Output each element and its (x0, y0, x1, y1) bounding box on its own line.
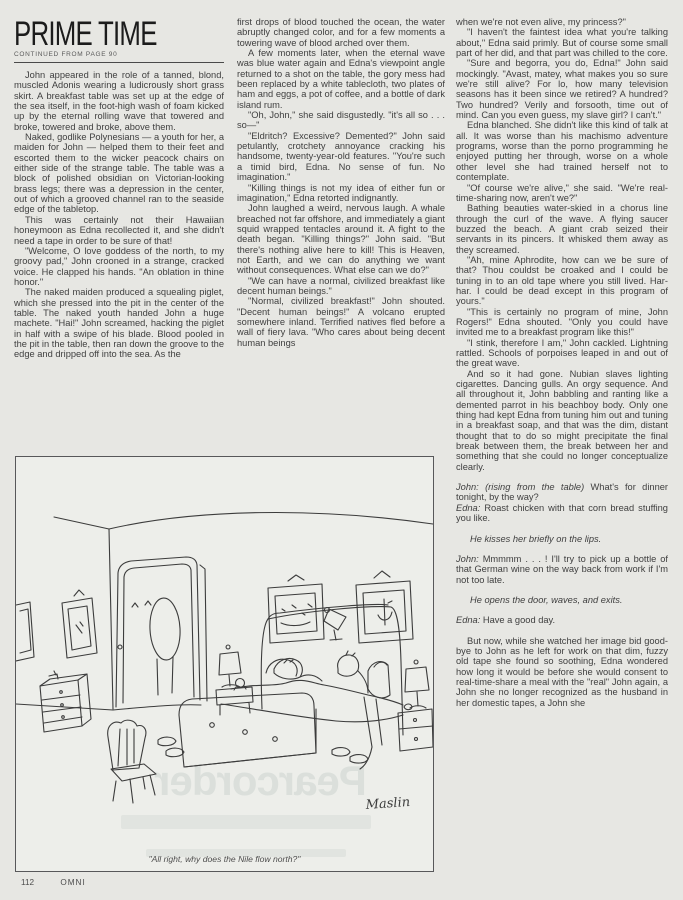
dialogue-line-edna-2 (456, 615, 668, 625)
blanket-mid-fold (221, 704, 403, 722)
right-lamp-stem (414, 660, 418, 706)
left-nightstand (216, 687, 253, 715)
ceiling-line-left (54, 517, 109, 529)
drawer-knob (414, 719, 417, 722)
text-column-2 (237, 17, 445, 454)
paragraph: first drops of blood touched the ocean, the water abruptly changed color, and for a few moments a towering wave of blood arched over them. (237, 17, 445, 48)
paragraph: "Ah, mine Aphrodite, how can we be sure of that? Thou couldst be croaked and I could be tuning in to an old tape where you still lived. Har-har. I could be dead except in this program of yours." (456, 254, 668, 307)
paragraph: "I stink, therefore I am," John cackled. Lightning rattled. Schools of porpoises leaped in and out of the great wave. (456, 337, 668, 369)
magazine-name: OMNI (60, 878, 86, 887)
speaker-label: Edna: (456, 502, 485, 513)
stage-direction: He kisses her briefly on the lips. (470, 533, 602, 544)
picture-right-doodle (378, 599, 392, 625)
blanket-hanging-fold (360, 697, 382, 769)
dialogue-line-john-2 (456, 554, 668, 585)
left-lamp-stem (226, 645, 230, 686)
continued-from-note: CONTINUED FROM PAGE 90 (14, 51, 118, 58)
dresser-side (82, 674, 91, 726)
bed-footboard (179, 693, 316, 767)
slipper (166, 748, 184, 757)
chair-slats (118, 729, 134, 766)
wall-marks (132, 601, 151, 607)
blanket-top-edge (231, 680, 403, 705)
pillow-left (266, 659, 297, 676)
paragraph: "Killing things is not my idea of either fun or imagination," Edna retorted indignantly. (237, 182, 445, 203)
paragraph: "Of course we're alive," she said. "We're real-time-sharing now, aren't we?" (456, 182, 668, 203)
paragraph: This was certainly not their Hawaiian honeymoon as Edna recollected it, and she didn't need a tape in order to be sure of that! (14, 214, 224, 246)
picture-hanger (74, 590, 84, 596)
paragraph: "I haven't the faintest idea what you're talking about," Edna said primly. But of course some small part of her did, and that part was chilled to the core. (456, 27, 668, 59)
slipper (332, 748, 350, 757)
bedroom-cartoon-drawing (16, 457, 433, 871)
door-mirror (148, 597, 181, 660)
paragraph: "This is certainly no program of mine, John Rogers!" Edna shouted. "Only you could have invited me to a breakfast program like this!" (456, 306, 668, 338)
door-mirror-stand (157, 657, 173, 695)
footboard-button (210, 723, 215, 728)
stage-direction-inline: (rising from the table) (485, 482, 591, 493)
speaker-label: John: (456, 482, 486, 493)
picture-scribble (76, 622, 83, 633)
cartoon-caption: "All right, why does the Nile flow north?" (148, 854, 301, 864)
header-rule (14, 62, 224, 63)
door-frame-inner (123, 564, 194, 703)
dresser-top (40, 674, 87, 686)
door-knob (118, 645, 122, 649)
wall-picture-left-inner (20, 609, 31, 653)
figure-right-shoulder (358, 671, 368, 693)
dialogue-line-john-1 (456, 482, 668, 503)
paragraph: "Sure and begorra, you do, Edna!" John said mockingly. "Avast, matey, what makes you so sure we're still alive? For lo, how many television seasons has it been since we retired? A hundred? Two hundred? Verily and forsooth, time out of mind. Can you even guess, my slave girl? I can't." (456, 58, 668, 121)
text-column-1 (14, 70, 224, 453)
picture-hanger (374, 571, 390, 578)
page-number: 112 (21, 878, 35, 887)
wall-lamp-stem (330, 630, 342, 640)
right-lamp-shade (405, 667, 429, 692)
door-jamb-depth (200, 565, 207, 701)
dialogue-text: Mmmmm . . . ! I'll try to pick up a bottle of that German wine on the way back from work if I'm not too late. (456, 553, 668, 585)
paragraph: And so it had gone. Nubian slaves lighting cigarettes. Dancing gulls. An orgy sequence. And all throughout it, John babbling and ranting like a demented parrot in his beachboy body. Only one thing had kept Edna from tuning him out and tuning in a breakfast soap, and that was the dim, distant thought that to do so might precipitate the final break between them, the break between her and something that she could no longer conceptualize clearly. (456, 368, 668, 472)
paragraph: The naked maiden produced a squealing piglet, which she pressed into the pit in the center of the table. The naked youth handed John a huge machete. "Hai!" John screamed, hacking the piglet in half with a swipe of his blade. Blood pooled in the pit in the table, then ran down the groove to the edge and dripped off into the sea. As the (14, 287, 224, 360)
paragraph: "Oh, John," she said disgustedly. "it's all so . . . so—" (237, 110, 445, 131)
dresser-knob (61, 704, 64, 707)
figure-left-head (274, 658, 302, 679)
figure-right-head (338, 655, 359, 676)
picture-left-doodle (281, 604, 312, 626)
footboard-button (243, 730, 248, 735)
picture-above-bed-left-inner (275, 593, 317, 634)
dialogue-line-edna-1 (456, 503, 668, 524)
dialogue-text: What's for dinner tonight, by the way? (456, 482, 668, 503)
article-header (14, 15, 224, 63)
speaker-label: Edna: (456, 615, 483, 626)
right-nightstand-drawer-line (399, 726, 433, 729)
ceiling-line-main (109, 513, 433, 529)
drawer-knob (415, 738, 418, 741)
dresser-knob (62, 716, 65, 719)
slipper (158, 737, 176, 746)
floor-line (16, 704, 201, 710)
wall-corner-line (109, 529, 113, 709)
speaker-label: John: (456, 553, 483, 564)
paragraph: "We can have a normal, civilized breakfast like decent human beings." (237, 275, 445, 296)
paragraph: Edna blanched. She didn't like this kind of talk at all. It was worse than his machismo adventure programs, worse than the porno programming he enjoyed putting her through, worse on a whole other level she had trained herself not to contemplate. (456, 120, 668, 183)
chair-seat (111, 764, 156, 781)
alarm-clock (236, 679, 245, 688)
dresser-drawer-lines (42, 695, 82, 723)
paragraph: John laughed a weird, nervous laugh. A whale breached not far offshore, and immediately a giant squid wrapped tentacles around it. A fight to the death began. "Killing things?" John said. "But there's nothing alive here to kill! This is Heaven, not Earth, and we can do anything we want without consequences. What else can we do?" (237, 203, 445, 276)
picture-hanger (288, 575, 304, 581)
chair-legs (113, 775, 155, 803)
page-footer (21, 878, 86, 887)
paragraph: John appeared in the role of a tanned, blond, muscled Adonis wearing a ludicrously short grass skirt. A breakfast table was set up at the edge of the sea itself, in the foot-high wash of foam kicked up by the eternal rolling wave that towered and broke, towered and broke, above them. (14, 70, 224, 132)
bleed-through-text: Pearcorder (155, 757, 367, 804)
cartoonist-signature: Maslin (365, 794, 411, 813)
dialogue-text: Have a good day. (482, 615, 556, 626)
paragraph: "Eldritch? Excessive? Demented?" John said petulantly, crotchety annoyance cracking his handsome, twenty-year-old features. "You're such a timid bird, Edna. No sense of fun. No imagination." (237, 130, 445, 183)
slipper (350, 755, 368, 764)
nightstand-trinket (404, 704, 412, 710)
paragraph: A few moments later, when the eternal wave was blue water again and Edna's viewpoint angle returned to a shot on the table, the gory mess had been replaced by a white tablecloth, two plates of ham and eggs, a pot of coffee, and a bottle of dark island rum. (237, 48, 445, 110)
paragraph: Naked, godlike Polynesians — a youth for her, a maiden for John — helped them to their feet and escorted them to the wicker peacock chairs on either side of the strange table. The table was a block of polished obsidian on Victorian-looking brass legs; there was a depression in the center, out of which a grooved channel ran to the seaside edge of the tabletop. (14, 132, 224, 215)
article-title: PRIME TIME (14, 15, 157, 53)
paragraph: Bathing beauties water-skied in a chorus line through the curl of the wave. A flying saucer buzzed the beach. A giant crab seized their servants in its pincers. It whisked them away as they screamed. (456, 203, 668, 255)
dialogue-text: Roast chicken with that corn bread stuffing you like. (456, 502, 668, 524)
bed-footboard-edges (184, 709, 316, 767)
stage-direction: He opens the door, waves, and exits. (470, 594, 623, 605)
footboard-button (273, 737, 278, 742)
pillow-right (368, 662, 390, 698)
paragraph: when we're not even alive, my princess?" (456, 17, 626, 27)
paragraph: "Normal, civilized breakfast!" John shouted. "Decent human beings!" A volcano erupted somewhere inland. Terrified natives fled before a wall of fiery lava. "Who cares about being decent human beings (237, 296, 445, 348)
closing-paragraph: But now, while she watched her image bid good-bye to John as he left for work on that dim, fuzzy old tape she found so soothing, Edna wondered how long it would be before she would consent to real-time-share a meal with the "real" John again, a John she no longer recognized as the husband in her domestic tapes, a John she (456, 635, 668, 708)
paragraph: "Welcome, O love goddess of the north, to my groovy pad," John crooned in a strange, cracked voice. He clapped his hands. "An oblation in thine honor." (14, 245, 224, 287)
cartoon-panel (15, 456, 434, 872)
dresser-knob (60, 691, 63, 694)
left-lamp-shade (219, 652, 241, 675)
wall-picture-tilted-inner (68, 606, 91, 650)
text-column-3 (456, 17, 668, 879)
